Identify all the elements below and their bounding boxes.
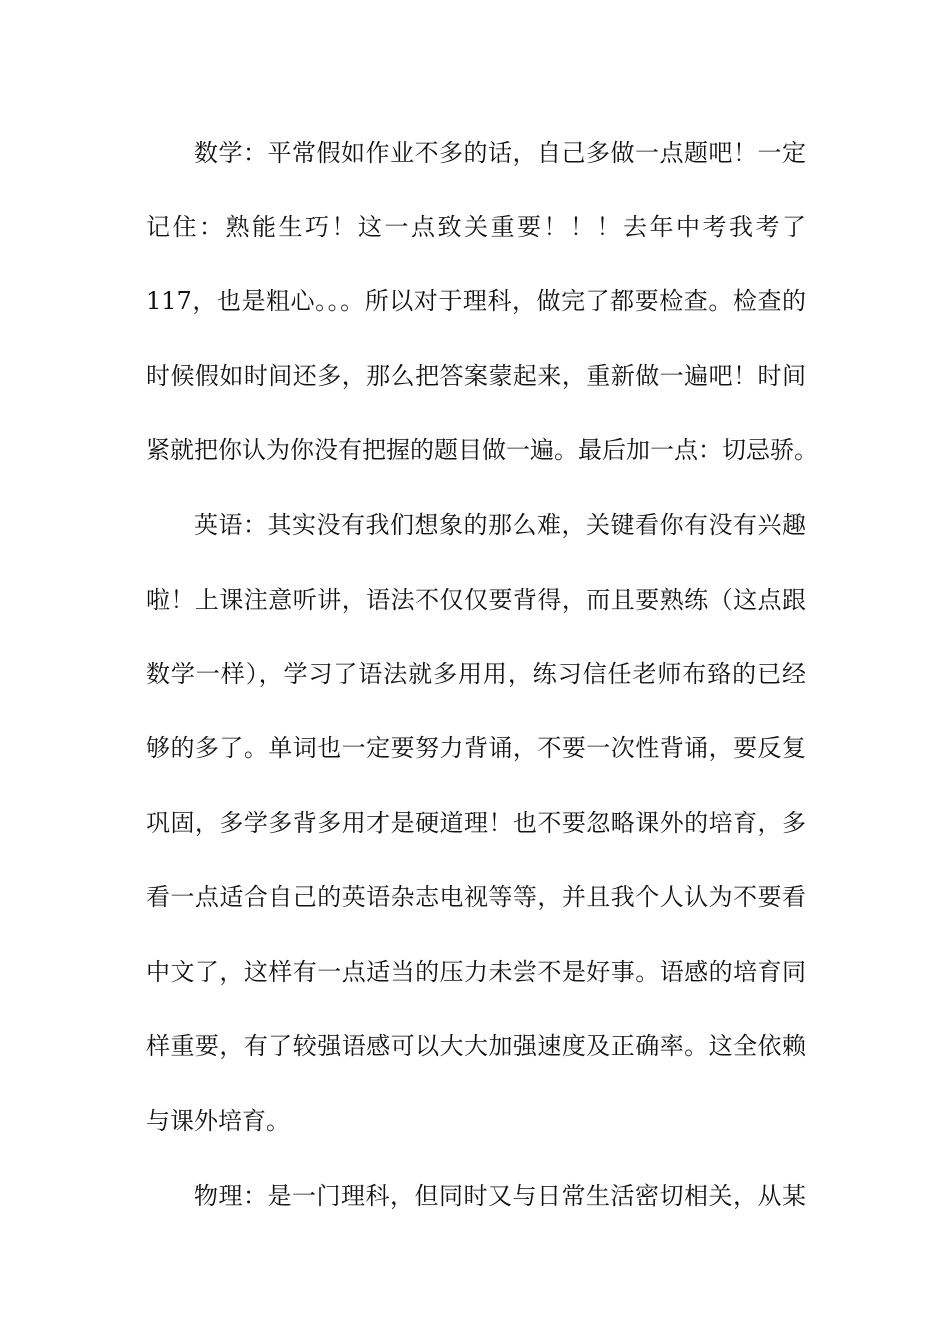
paragraph-english-line-3: 数学一样），学习了语法就多用用，练习信任老师布臵的已经 [146, 660, 806, 688]
paragraph-english-line-4: 够的多了。单词也一定要努力背诵，不要一次性背诵，要反复 [146, 734, 806, 762]
paragraph-english-line-7: 中文了，这样有一点适当的压力未尝不是好事。语感的培育同 [146, 958, 806, 986]
paragraph-english-line-9: 与课外培育。 [146, 1107, 290, 1135]
paragraph-math-line-2: 记住：熟能生巧！这一点致关重要！！！去年中考我考了 [146, 213, 806, 241]
paragraph-english-line-5: 巩固，多学多背多用才是硬道理！也不要忽略课外的培育，多 [146, 809, 806, 837]
paragraph-math-line-4: 时候假如时间还多，那么把答案蒙起来，重新做一遍吧！时间 [146, 362, 806, 390]
paragraph-physics-line-1: 物理：是一门理科，但同时又与日常生活密切相关，从某 [194, 1182, 806, 1210]
paragraph-english-line-1: 英语：其实没有我们想象的那么难，关键看你有没有兴趣 [194, 511, 806, 539]
paragraph-english-line-2: 啦！上课注意听讲，语法不仅仅要背得，而且要熟练（这点跟 [146, 586, 806, 614]
paragraph-english-line-6: 看一点适合自己的英语杂志电视等等，并且我个人认为不要看 [146, 883, 806, 911]
paragraph-english-line-8: 样重要，有了较强语感可以大大加强速度及正确率。这全依赖 [146, 1032, 806, 1060]
paragraph-math-line-3: 117，也是粗心。。。所以对于理科，做完了都要检查。检查的 [146, 287, 806, 315]
paragraph-math-line-5: 紧就把你认为你没有把握的题目做一遍。最后加一点：切忌骄。 [146, 436, 818, 464]
paragraph-math-line-1: 数学：平常假如作业不多的话，自己多做一点题吧！一定 [194, 139, 806, 167]
